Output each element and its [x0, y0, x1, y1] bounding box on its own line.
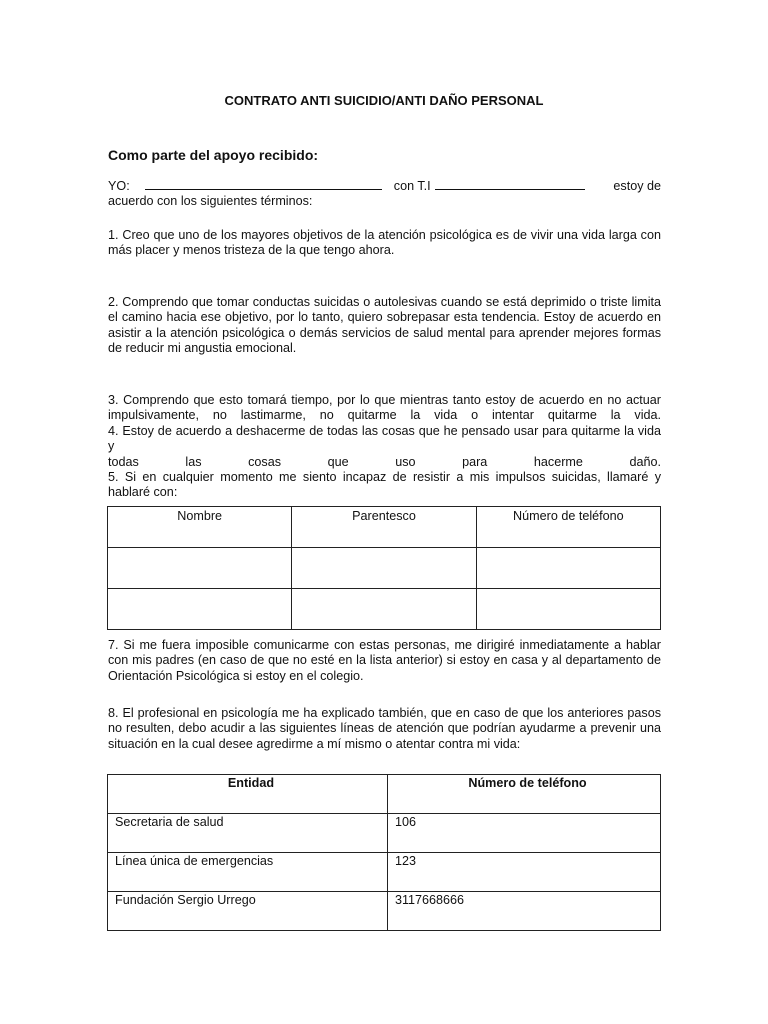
term-4-line-1: 4. Estoy de acuerdo a deshacerme de todas las cosas que he pensado usar para quitarme la vida y [108, 423, 661, 454]
yo-label: YO: [108, 179, 130, 193]
agreement-text: estoy de [613, 179, 661, 193]
empty-cell[interactable] [476, 548, 660, 589]
term-1: 1. Creo que uno de los mayores objetivos de la atención psicológica es de vivir una vida larga con más placer y menos tristeza de la que tengo ahora. [108, 228, 661, 258]
term-5: 5. Si en cualquier momento me siento incapaz de resistir a mis impulsos suicidas, llamaré y hablaré con: [108, 470, 661, 500]
term-8: 8. El profesional en psicología me ha explicado también, que en caso de que los anteriores pasos no resulten, debo acudir a las siguientes líneas de atención que podrían ayudarme a prevenir una situación en la cual desee agredirme a mí mismo o atentar contra mi vida: [108, 706, 661, 751]
entity-cell: Fundación Sergio Urrego [108, 892, 388, 931]
term-4-line-2: todas las cosas que uso para hacerme daño. [108, 454, 661, 469]
empty-cell[interactable] [292, 548, 476, 589]
header-telefono: Número de teléfono [387, 775, 660, 814]
name-blank-field[interactable] [145, 176, 382, 190]
ti-label: con T.I [393, 179, 431, 193]
header-telefono: Número de teléfono [476, 507, 660, 548]
phone-cell: 3117668666 [387, 892, 660, 931]
term-7: 7. Si me fuera imposible comunicarme con estas personas, me dirigiré inmediatamente a hablar con mis padres (en caso de que no esté en la lista anterior) si estoy en casa y al departamento de Orientación Psicológica si estoy en el colegio. [108, 638, 661, 683]
terms-3-to-5 [108, 393, 661, 501]
entity-cell: Secretaria de salud [108, 814, 388, 853]
phone-cell: 106 [387, 814, 660, 853]
empty-cell[interactable] [108, 548, 292, 589]
identity-statement [108, 176, 661, 210]
empty-cell[interactable] [108, 589, 292, 630]
table-header-row [108, 775, 661, 814]
empty-cell[interactable] [292, 589, 476, 630]
table-row [108, 589, 661, 630]
phone-cell: 123 [387, 853, 660, 892]
hotlines-table [107, 774, 661, 931]
table-row [108, 548, 661, 589]
table-row [108, 853, 661, 892]
header-nombre: Nombre [108, 507, 292, 548]
term-3-line-2: impulsivamente, no lastimarme, no quitarme la vida o intentar quitarme la vida. [108, 408, 661, 423]
header-parentesco: Parentesco [292, 507, 476, 548]
empty-cell[interactable] [476, 589, 660, 630]
contacts-table [107, 506, 661, 630]
entity-cell: Línea única de emergencias [108, 853, 388, 892]
agreement-text-continued: acuerdo con los siguientes términos: [108, 194, 313, 209]
term-3-line-1: 3. Comprendo que esto tomará tiempo, por lo que mientras tanto estoy de acuerdo en no actuar [108, 393, 661, 407]
section-subtitle: Como parte del apoyo recibido: [108, 147, 319, 163]
header-entidad: Entidad [108, 775, 388, 814]
document-title: CONTRATO ANTI SUICIDIO/ANTI DAÑO PERSONAL [224, 93, 544, 108]
table-row [108, 892, 661, 931]
ti-blank-field[interactable] [435, 176, 586, 190]
table-row [108, 814, 661, 853]
term-2: 2. Comprendo que tomar conductas suicidas o autolesivas cuando se está deprimido o triste limita el camino hacia ese objetivo, por lo tanto, quiero sobrepasar esta tendencia. Estoy de acuerdo en asistir a la atención psicológica o demás servicios de salud mental para aprender mejores formas de reducir mi angustia emocional. [108, 295, 661, 356]
table-header-row [108, 507, 661, 548]
